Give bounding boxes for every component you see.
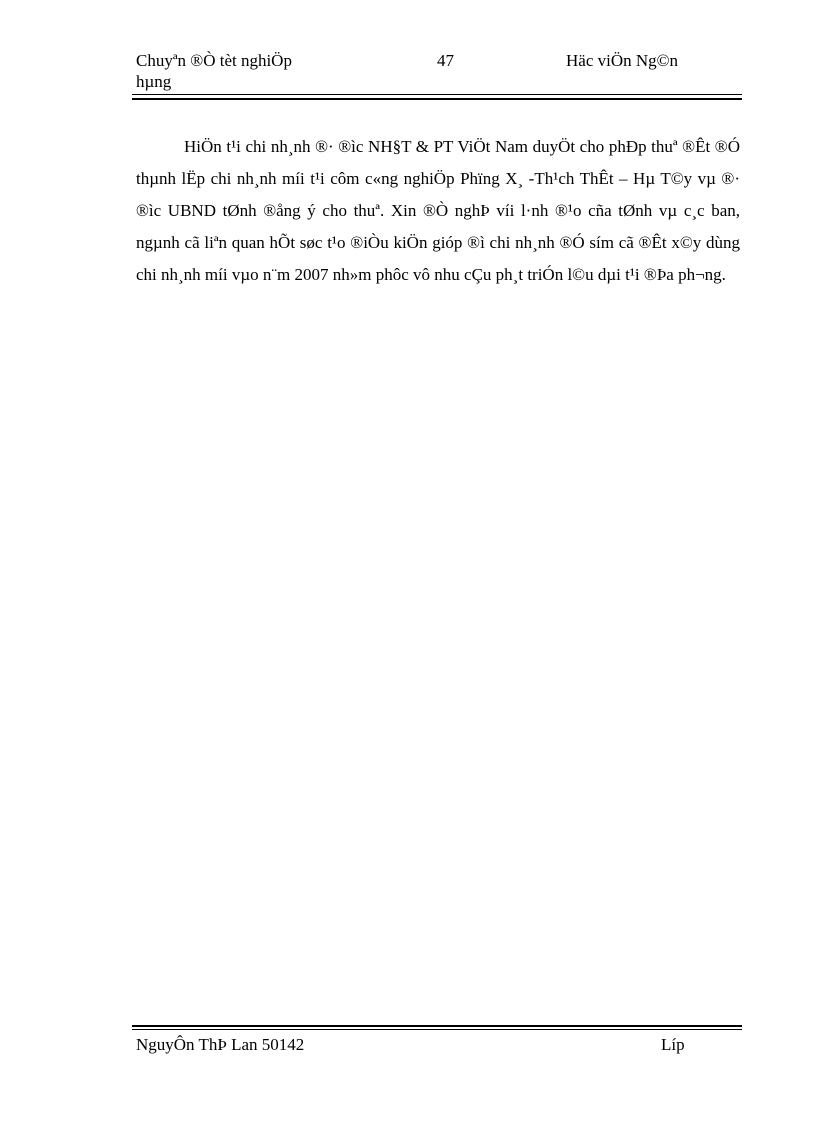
page-footer xyxy=(136,1034,742,1084)
header-divider xyxy=(132,94,742,100)
footer-author: NguyÔn ThÞ Lan 50142 xyxy=(136,1035,305,1054)
header-thesis-title: Chuyªn ®Ò tèt nghiÖp hµng xyxy=(136,51,292,91)
header-page-number: 47 xyxy=(437,51,454,70)
header-institution: Häc viÖn Ng©n xyxy=(566,51,679,70)
footer-class-label: Líp xyxy=(661,1035,685,1054)
page-header xyxy=(136,50,742,98)
footer-divider xyxy=(132,1025,742,1030)
body-paragraph: HiÖn t¹i chi nh¸nh ®· ®ìc NH§T & PT ViÖt Nam duyÖt cho phÐp thuª ®Êt ®Ó thµnh lËp chi nh¸nh míi t¹i côm c«ng nghiÖp Phïng X¸ -Th¹ch ThÊt – Hµ T©y vµ ®· ®ìc UBND tØnh ®ång ý cho thuª. Xin ®Ò nghÞ víi l·nh ®¹o cña tØnh vµ c¸c ban, ngµnh cã liªn quan hÕt søc t¹o ®iÒu kiÖn gióp ®ì chi nh¸nh ®Ó sím cã ®Êt x©y dùng chi nh¸nh míi vµo n¨m 2007 nh»m phôc vô nhu cÇu ph¸t triÓn l©u dµi t¹i ®Þa ph¬ng. xyxy=(136,137,740,284)
